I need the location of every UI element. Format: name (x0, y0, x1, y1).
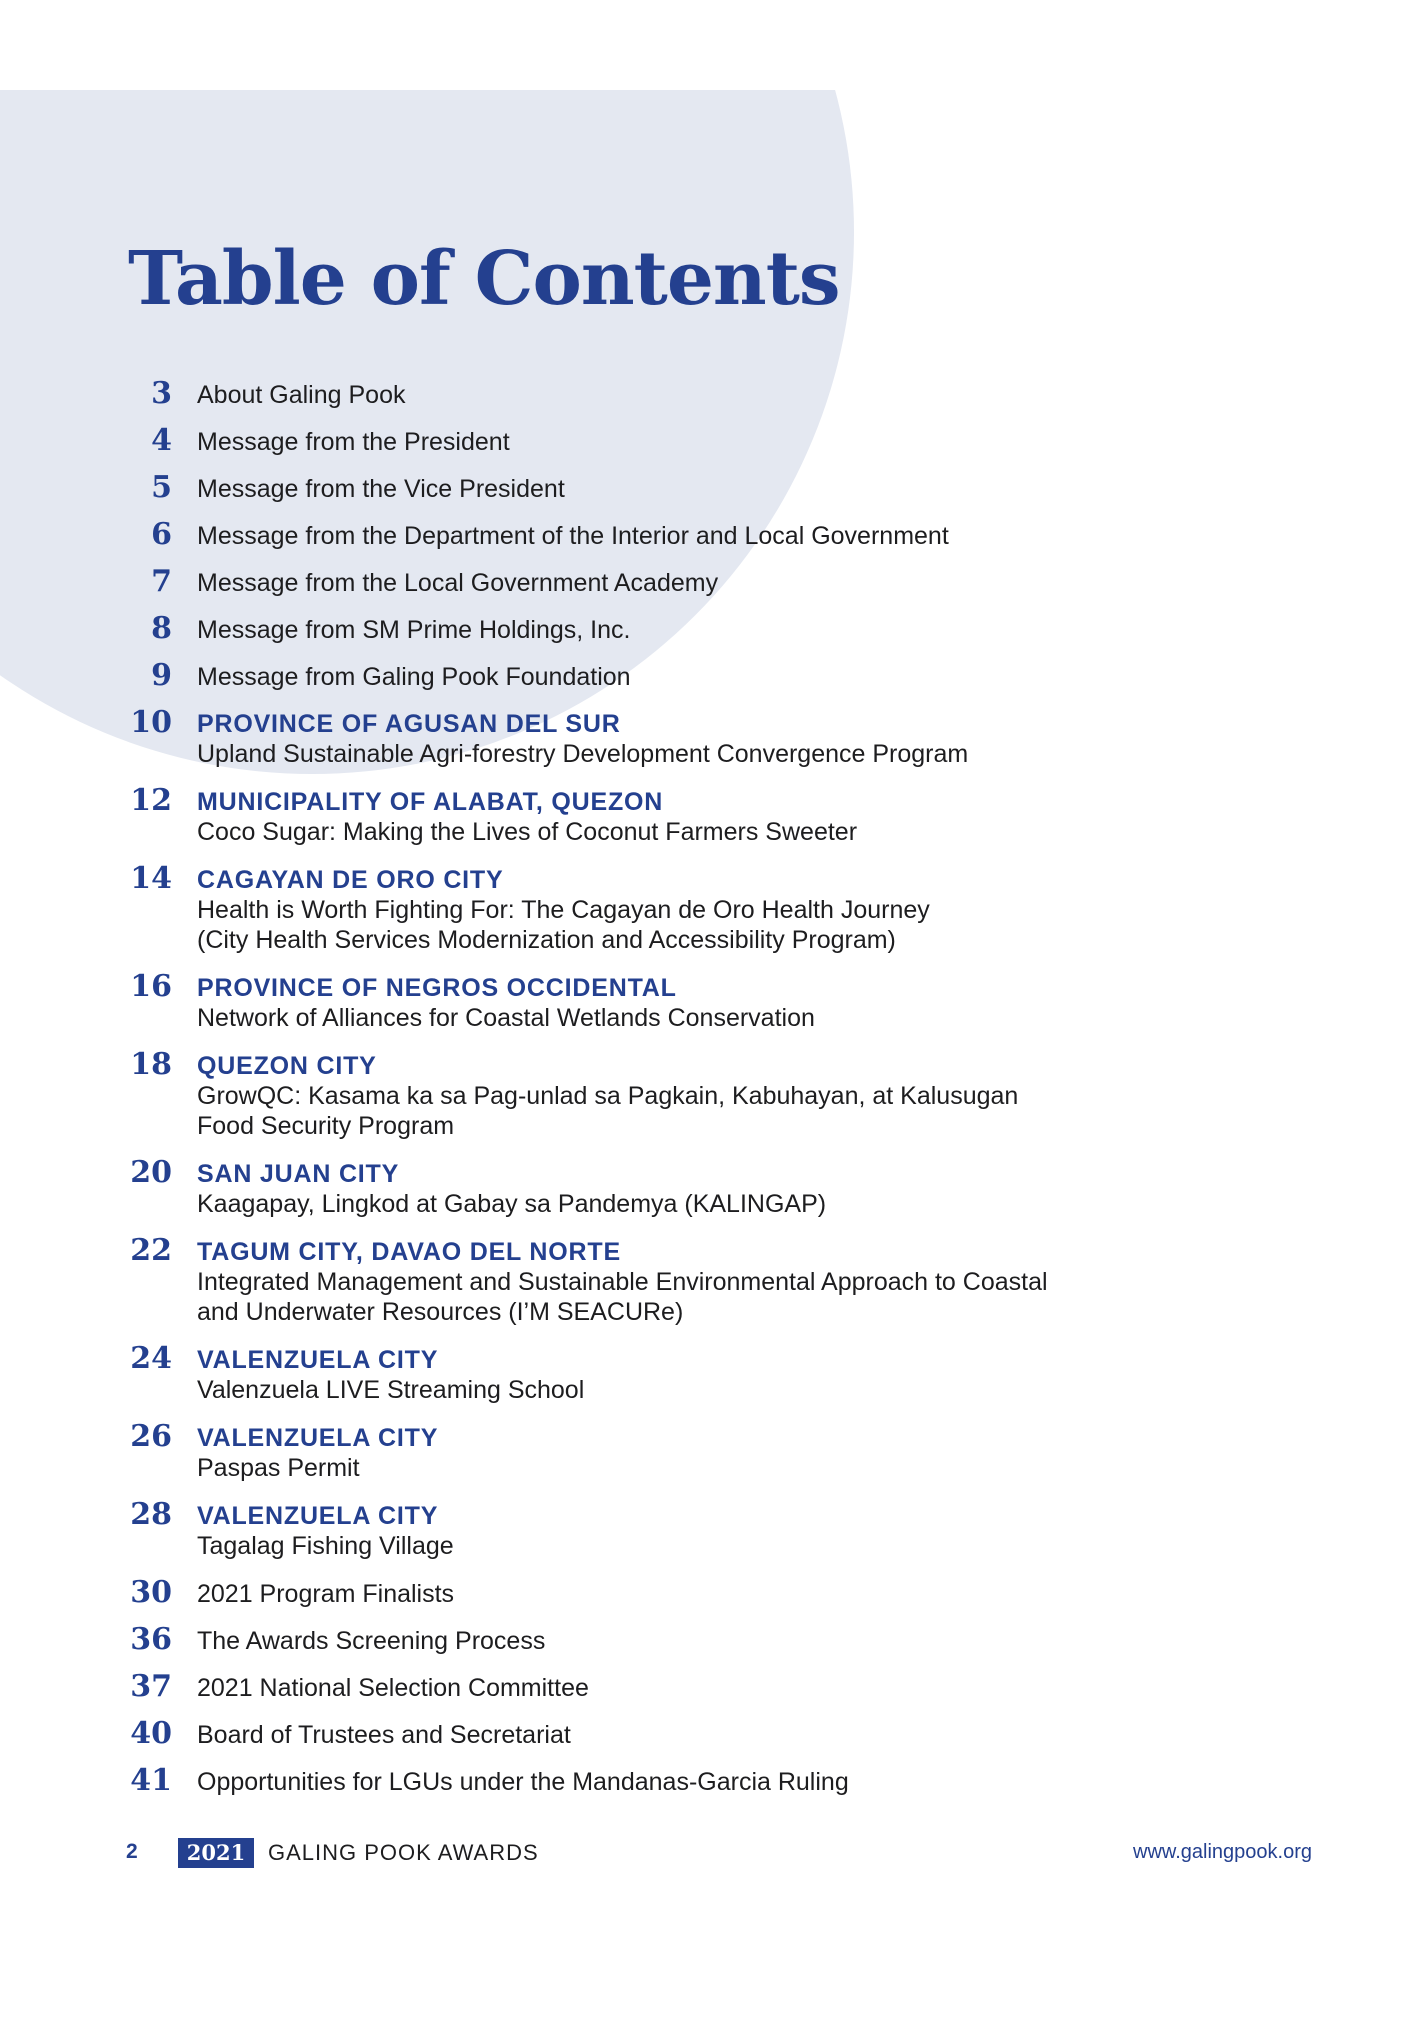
toc-entry-text (197, 662, 1257, 692)
toc-entry-title: Valenzuela LIVE Streaming School (197, 1376, 585, 1404)
toc-entry-title: Message from the Local Government Academy (197, 569, 719, 597)
toc-entry-title: 2021 National Selection Committee (197, 1674, 589, 1702)
toc-entry-title: Food Security Program (197, 1112, 455, 1140)
toc-entry-text (197, 380, 1257, 410)
toc-entry-title: Paspas Permit (197, 1454, 360, 1482)
toc-entry-text (197, 474, 1257, 504)
toc-entry[interactable] (0, 1716, 1428, 1763)
toc-entry-text (197, 1626, 1257, 1656)
toc-entry-heading: VALENZUELA CITY (197, 1502, 439, 1530)
toc-entry[interactable] (0, 423, 1428, 470)
toc-entry-title: Message from Galing Pook Foundation (197, 663, 631, 691)
toc-entry-text (197, 973, 1257, 1033)
toc-entry-title: (City Health Services Modernization and Accessibility Program) (197, 926, 896, 954)
toc-entry-featured[interactable] (0, 705, 1428, 783)
toc-entry-title: Health is Worth Fighting For: The Cagayan de Oro Health Journey (197, 896, 930, 924)
toc-entry-title: Message from SM Prime Holdings, Inc. (197, 616, 631, 644)
toc-entry-text (197, 1767, 1257, 1797)
toc-page-number: 4 (151, 423, 172, 458)
footer-year-badge: 2021 (178, 1838, 254, 1868)
toc-page-number: 18 (130, 1047, 172, 1082)
toc-entry-featured[interactable] (0, 969, 1428, 1047)
toc-entry-heading: QUEZON CITY (197, 1052, 377, 1080)
toc-page-number: 40 (130, 1716, 172, 1751)
toc-entry-featured[interactable] (0, 1155, 1428, 1233)
toc-entry-featured[interactable] (0, 861, 1428, 969)
toc-entry-featured[interactable] (0, 1419, 1428, 1497)
toc-page-number: 9 (151, 658, 172, 693)
toc-entry[interactable] (0, 1575, 1428, 1622)
toc-page-number: 5 (151, 470, 172, 505)
toc-entry-title: 2021 Program Finalists (197, 1580, 455, 1608)
toc-entry-title: Coco Sugar: Making the Lives of Coconut Farmers Sweeter (197, 818, 858, 846)
toc-entry-text (197, 1579, 1257, 1609)
toc-page-number: 10 (130, 705, 172, 740)
toc-entry-title: Message from the Department of the Interior and Local Government (197, 522, 949, 550)
toc-entry-title: Kaagapay, Lingkod at Gabay sa Pandemya (KALINGAP) (197, 1190, 827, 1218)
toc-entry-title: Message from the Vice President (197, 475, 565, 503)
toc-entry-text (197, 1051, 1257, 1141)
toc-entry-heading: VALENZUELA CITY (197, 1424, 439, 1452)
toc-entry-heading: PROVINCE OF NEGROS OCCIDENTAL (197, 974, 677, 1002)
toc-entry[interactable] (0, 470, 1428, 517)
toc-entry-title: Board of Trustees and Secretariat (197, 1721, 571, 1749)
toc-entry-heading: SAN JUAN CITY (197, 1160, 400, 1188)
toc-entry-title: Network of Alliances for Coastal Wetlands Conservation (197, 1004, 815, 1032)
toc-page-number: 20 (130, 1155, 172, 1190)
toc-entry[interactable] (0, 611, 1428, 658)
toc-entry-title: The Awards Screening Process (197, 1627, 546, 1655)
toc-entry-title: and Underwater Resources (I’M SEACURe) (197, 1298, 684, 1326)
toc-entry-text (197, 1237, 1257, 1327)
toc-list (0, 376, 1428, 1810)
toc-entry[interactable] (0, 658, 1428, 705)
toc-entry-text (197, 1673, 1257, 1703)
toc-entry-text (197, 1159, 1257, 1219)
toc-entry-featured[interactable] (0, 1497, 1428, 1575)
toc-entry-text (197, 427, 1257, 457)
toc-entry-text (197, 709, 1257, 769)
toc-page-number: 36 (130, 1622, 172, 1657)
footer-website-link[interactable]: www.galingpook.org (1133, 1841, 1312, 1863)
toc-entry[interactable] (0, 1622, 1428, 1669)
toc-entry-text (197, 568, 1257, 598)
toc-page-number: 37 (130, 1669, 172, 1704)
toc-entry-heading: TAGUM CITY, DAVAO DEL NORTE (197, 1238, 621, 1266)
toc-entry-heading: MUNICIPALITY OF ALABAT, QUEZON (197, 788, 664, 816)
toc-entry-heading: PROVINCE OF AGUSAN DEL SUR (197, 710, 621, 738)
footer-awards-label: GALING POOK AWARDS (268, 1840, 539, 1865)
toc-entry-text (197, 1345, 1257, 1405)
toc-page-number: 16 (130, 969, 172, 1004)
toc-entry-text (197, 521, 1257, 551)
toc-entry[interactable] (0, 517, 1428, 564)
toc-entry-text (197, 865, 1257, 955)
toc-entry-title: Integrated Management and Sustainable Environmental Approach to Coastal (197, 1268, 1048, 1296)
toc-entry-text (197, 1720, 1257, 1750)
toc-page-number: 41 (130, 1763, 172, 1798)
toc-page-number: 28 (130, 1497, 172, 1532)
toc-entry-heading: VALENZUELA CITY (197, 1346, 439, 1374)
toc-page-number: 14 (130, 861, 172, 896)
toc-entry-text (197, 615, 1257, 645)
toc-entry-title: Upland Sustainable Agri-forestry Development Convergence Program (197, 740, 969, 768)
toc-page-number: 22 (130, 1233, 172, 1268)
toc-entry[interactable] (0, 376, 1428, 423)
toc-entry-featured[interactable] (0, 1047, 1428, 1155)
toc-entry-title: Message from the President (197, 428, 510, 456)
toc-page-number: 26 (130, 1419, 172, 1454)
toc-entry-featured[interactable] (0, 1341, 1428, 1419)
toc-entry-text (197, 787, 1257, 847)
toc-entry-heading: CAGAYAN DE ORO CITY (197, 866, 504, 894)
toc-page-number: 30 (130, 1575, 172, 1610)
footer-page-number: 2 (126, 1840, 138, 1863)
toc-entry-title: GrowQC: Kasama ka sa Pag-unlad sa Pagkain, Kabuhayan, at Kalusugan (197, 1082, 1019, 1110)
toc-page-number: 3 (151, 376, 172, 411)
toc-page-number: 7 (151, 564, 172, 599)
toc-entry-text (197, 1501, 1257, 1561)
toc-page-number: 6 (151, 517, 172, 552)
toc-page-number: 24 (130, 1341, 172, 1376)
toc-entry-featured[interactable] (0, 783, 1428, 861)
toc-entry-title: Tagalag Fishing Village (197, 1532, 454, 1560)
toc-entry-text (197, 1423, 1257, 1483)
toc-entry[interactable] (0, 564, 1428, 611)
page-title: Table of Contents (128, 236, 840, 322)
page-footer (0, 1836, 1428, 1872)
toc-entry[interactable] (0, 1763, 1428, 1810)
toc-page-number: 8 (151, 611, 172, 646)
toc-entry[interactable] (0, 1669, 1428, 1716)
toc-entry-title: Opportunities for LGUs under the Mandanas-Garcia Ruling (197, 1768, 849, 1796)
toc-entry-featured[interactable] (0, 1233, 1428, 1341)
toc-page-number: 12 (130, 783, 172, 818)
toc-entry-title: About Galing Pook (197, 381, 406, 409)
